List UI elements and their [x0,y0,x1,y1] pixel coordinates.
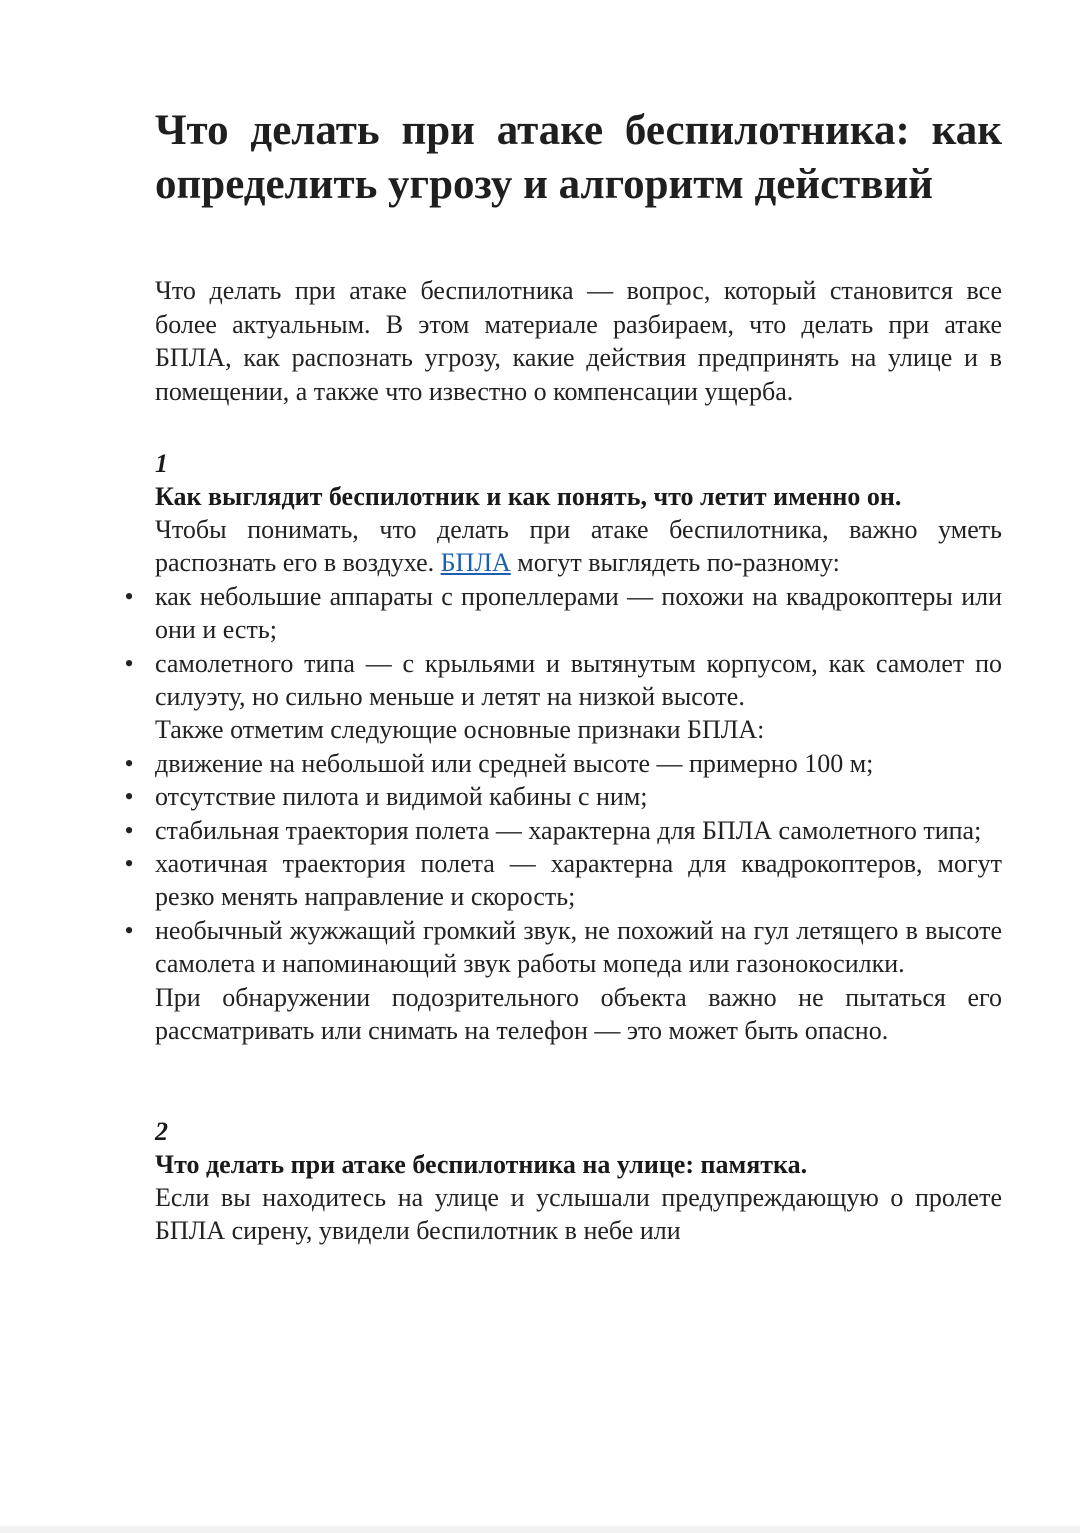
list-item [124,647,1002,714]
list-item [124,814,1002,847]
list-item-text: самолетного типа — с крыльями и вытянутым корпусом, как самолет по силуэту, но сильно меньше и летят на низкой высоте. [155,648,1002,712]
list-item-text: как небольшие аппараты с пропеллерами — похожи на квадрокоптеры или они и есть; [155,581,1002,645]
section-1-paragraph-2: Также отметим следующие основные признаки БПЛА: [155,715,765,745]
list-item-text: необычный жужжащий громкий звук, не похожий на гул летящего в высоте самолета и напоминающий звук работы мопеда или газонокосилки. [155,915,1002,979]
drone-types-list [124,580,1002,714]
section-1-paragraph-1 [155,513,1002,580]
drone-signs-list [124,747,1002,981]
bullet-icon: • [124,648,134,678]
paragraph-text: Чтобы понимать, что делать при атаке беспилотника, важно уметь распознать его в воздухе. [155,515,1002,578]
list-item [124,847,1002,914]
list-item [124,747,1002,780]
document-title: Что делать при атаке беспилотника: как определить угрозу и алгоритм действий [155,107,1002,208]
section-1-paragraph-3: При обнаружении подозрительного объекта важно не пытаться его рассматривать или снимать на телефон — это может быть опасно. [155,982,1002,1046]
list-item [124,580,1002,647]
bpla-link[interactable]: БПЛА [440,548,511,578]
bullet-icon: • [124,915,134,945]
paragraph-text: могут выглядеть по-разному: [510,548,840,578]
intro-paragraph: Что делать при атаке беспилотника — вопрос, который становится все более актуальным. В этом материале разбираем, что делать при атаке БПЛА, как распознать угрозу, какие действия предпринять на улице и в помещении, а также что известно о компенсации ущерба. [155,276,1002,406]
list-item [124,914,1002,981]
section-2-paragraph-1: Если вы находитесь на улице и услышали предупреждающую о пролете БПЛА сирену, увидели беспилотник в небе или [155,1182,1002,1245]
bullet-icon: • [124,782,134,812]
bullet-icon: • [124,748,134,778]
list-item-text: стабильная траектория полета — характерна для БПЛА самолетного типа; [155,815,982,845]
section-number: 2 [155,1116,168,1146]
bullet-icon: • [124,849,134,879]
list-item-text: отсутствие пилота и видимой кабины с ним; [155,782,648,812]
section-1 [124,448,1002,1048]
section-2 [155,1116,1002,1248]
section-number: 1 [155,449,168,478]
section-heading: Что делать при атаке беспилотника на улице: памятка. [155,1149,808,1179]
list-item [124,780,1002,813]
section-heading: Как выглядит беспилотник и как понять, что летит именно он. [155,482,902,511]
bullet-icon: • [124,581,134,611]
bullet-icon: • [124,815,134,845]
list-item-text: движение на небольшой или средней высоте — примерно 100 м; [155,748,874,778]
list-item-text: хаотичная траектория полета — характерна для квадрокоптеров, могут резко менять направление и скорость; [155,849,1002,912]
